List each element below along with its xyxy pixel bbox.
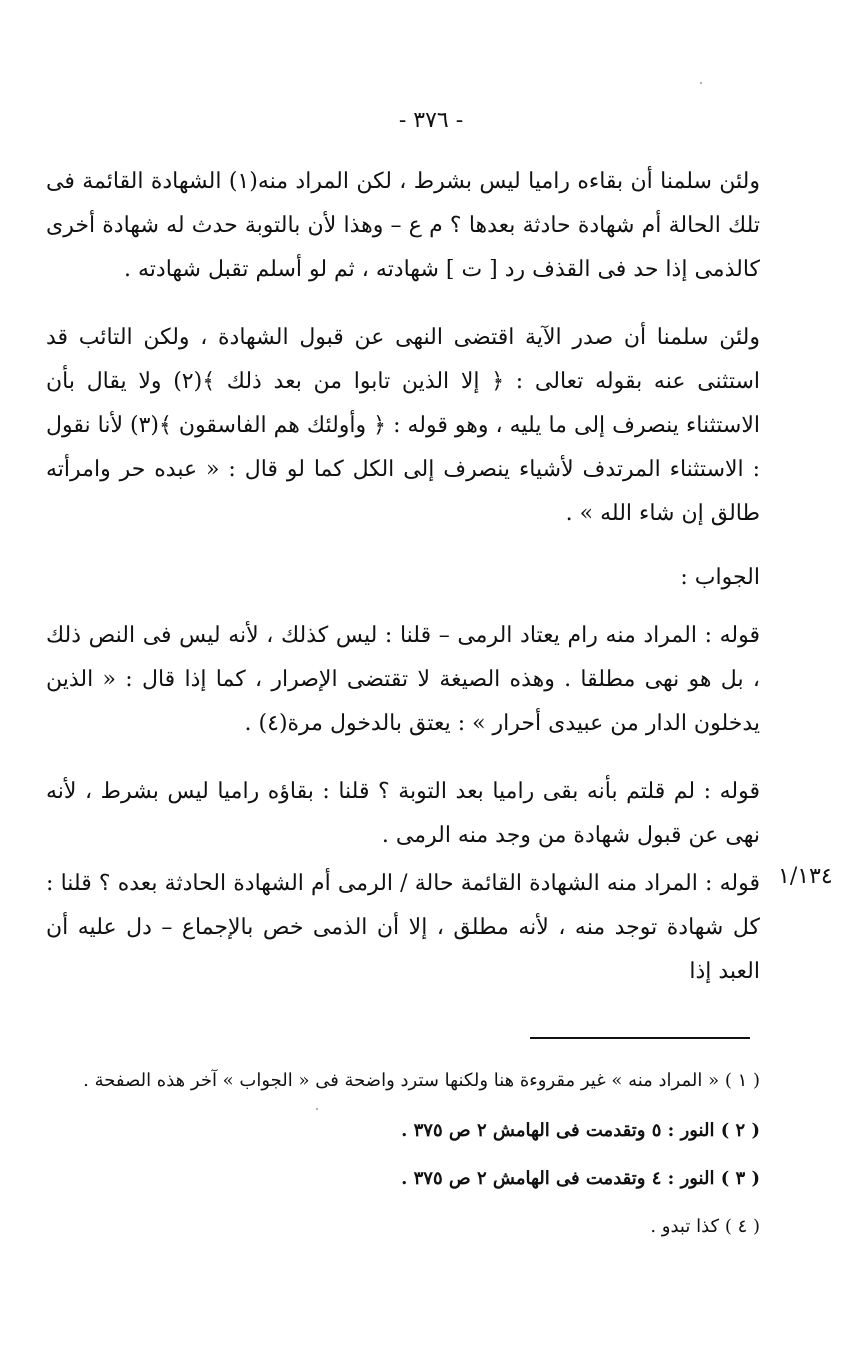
- footnote-3: ( ٣ ) النور : ٤ وتقدمت فى الهامش ٢ ص ٣٧٥ .: [401, 1168, 760, 1189]
- scan-speck: [700, 82, 702, 84]
- footnote-4: ( ٤ ) كذا تبدو .: [650, 1216, 760, 1237]
- scan-speck: [316, 1108, 318, 1110]
- paragraph-5: قوله : لم قلتم بأنه بقى راميا بعد التوبة ؟ قلنا : بقاؤه راميا ليس بشرط ، لأنه نهى عن قبول شهادة من وجد منه الرمى .: [46, 779, 760, 848]
- answer-heading: الجواب :: [680, 565, 760, 590]
- footnote-2: ( ٢ ) النور : ٥ وتقدمت فى الهامش ٢ ص ٣٧٥ .: [401, 1120, 760, 1141]
- paragraph-2: ولئن سلمنا أن صدر الآية اقتضى النهى عن قبول الشهادة ، ولكن التائب قد استثنى عنه بقوله تعالى : ﴿ إلا الذين تابوا من بعد ذلك ﴾(٢) ولا يقال بأن الاستثناء ينصرف إلى ما يليه ، وهو قوله : ﴿ وأولئك هم الفاسقون ﴾(٣) لأنا نقول : الاستثناء المرتدف لأشياء ينصرف إلى الكل كما لو قال : « عبده حر وامرأته طالق إن شاء الله » .: [46, 325, 761, 526]
- page-number: - ٣٧٦ -: [398, 108, 464, 133]
- paragraph-6: قوله : المراد منه الشهادة القائمة حالة / الرمى أم الشهادة الحادثة بعده ؟ قلنا : كل شهادة توجد منه ، لأنه مطلق ، إلا أن الذمى خص بالإجماع – دل عليه أن العبد إذا: [46, 871, 760, 984]
- footnote-1: ( ١ ) « المراد منه » غير مقروءة هنا ولكنها سترد واضحة فى « الجواب » آخر هذه الصفحة .: [83, 1070, 760, 1091]
- margin-folio-note: ١/١٣٤: [778, 864, 833, 889]
- paragraph-4: قوله : المراد منه رام يعتاد الرمى – قلنا : ليس كذلك ، لأنه ليس فى النص ذلك ، بل هو نهى مطلقا . وهذه الصيغة لا تقتضى الإصرار ، كما إذا قال : « الذين يدخلون الدار من عبيدى أحرار » : يعتق بالدخول مرة(٤) .: [46, 623, 760, 736]
- footnote-divider: [530, 1037, 750, 1039]
- paragraph-1: ولئن سلمنا أن بقاءه راميا ليس بشرط ، لكن المراد منه(١) الشهادة القائمة فى تلك الحالة أم شهادة حادثة بعدها ؟ م ع – وهذا لأن بالتوبة حدث له شهادة أخرى كالذمى إذا حد فى القذف رد [ ت ] شهادته ، ثم لو أسلم تقبل شهادته .: [46, 169, 761, 282]
